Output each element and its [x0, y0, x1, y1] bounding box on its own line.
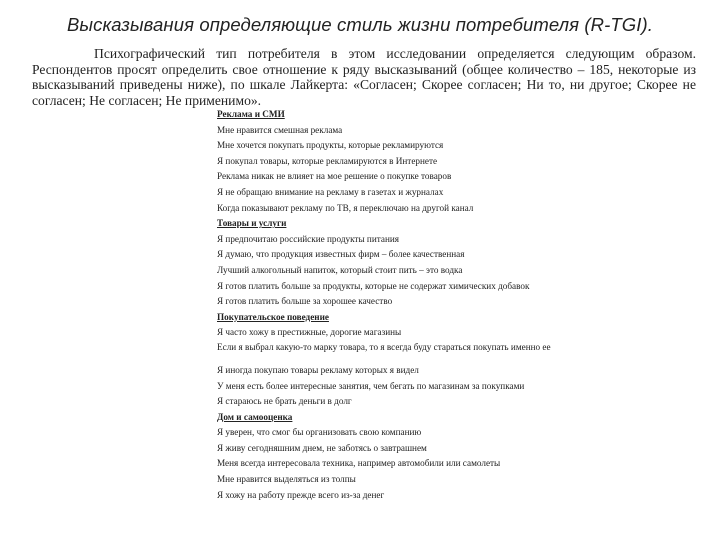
statement-item: Меня всегда интересовала техника, например автомобили или самолеты	[217, 458, 501, 469]
statements-list	[217, 109, 607, 505]
intro-paragraph	[32, 46, 696, 108]
statement-item: Реклама никак не влияет на мое решение о покупке товаров	[217, 171, 452, 182]
section-heading: Дом и самооценка	[217, 411, 293, 422]
statement-item: Я покупал товары, которые рекламируются в Интернете	[217, 155, 438, 166]
slide-title: Высказывания определяющие стиль жизни потребителя (R-TGI).	[66, 14, 654, 35]
statement-item: У меня есть более интересные занятия, чем бегать по магазинам за покупками	[217, 380, 525, 391]
statement-item: Я часто хожу в престижные, дорогие магазины	[217, 327, 402, 338]
statement-item: Я иногда покупаю товары рекламу которых я видел	[217, 364, 419, 375]
statement-item: Мне нравится выделяться из толпы	[217, 474, 356, 485]
statement-item: Мне нравится смешная реклама	[217, 124, 343, 135]
section-heading: Товары и услуги	[217, 218, 287, 229]
statement-item: Если я выбрал какую-то марку товара, то я всегда буду стараться покупать именно ее	[217, 341, 551, 352]
statement-item: Я уверен, что смог бы организовать свою компанию	[217, 427, 422, 438]
statement-item: Я думаю, что продукция известных фирм – более качественная	[217, 249, 465, 260]
statement-item: Я готов платить больше за продукты, которые не содержат химических добавок	[217, 280, 530, 291]
section-heading: Реклама и СМИ	[217, 109, 285, 119]
statement-item: Я предпочитаю российские продукты питания	[217, 233, 400, 244]
statement-item: Лучший алкогольный напиток, который стоит пить – это водка	[217, 264, 463, 275]
statement-item: Я живу сегодняшним днем, не заботясь о завтрашнем	[217, 442, 427, 453]
statement-item: Я не обращаю внимание на рекламу в газетах и журналах	[217, 186, 444, 197]
statement-item: Мне хочется покупать продукты, которые рекламируются	[217, 140, 444, 151]
statement-item: Я стараюсь не брать деньги в долг	[217, 396, 352, 407]
statement-item: Я готов платить больше за хорошее качество	[217, 296, 393, 307]
statement-item: Когда показывают рекламу по ТВ, я переключаю на другой канал	[217, 202, 474, 213]
intro-text: Психографический тип потребителя в этом исследовании определяется следующим образом. Респондентов просят определить свое отношение к ряду высказываний (общее количество – 185, некоторые из высказываний приведены ниже), по шкале Лайкерта: «Согласен; Скорее согласен; Ни то, ни другое; Скорее не согласен; Не согласен; Не применимо».	[32, 46, 696, 108]
statement-item: Я хожу на работу прежде всего из-за денег	[217, 489, 385, 500]
section-heading: Покупательское поведение	[217, 311, 329, 322]
